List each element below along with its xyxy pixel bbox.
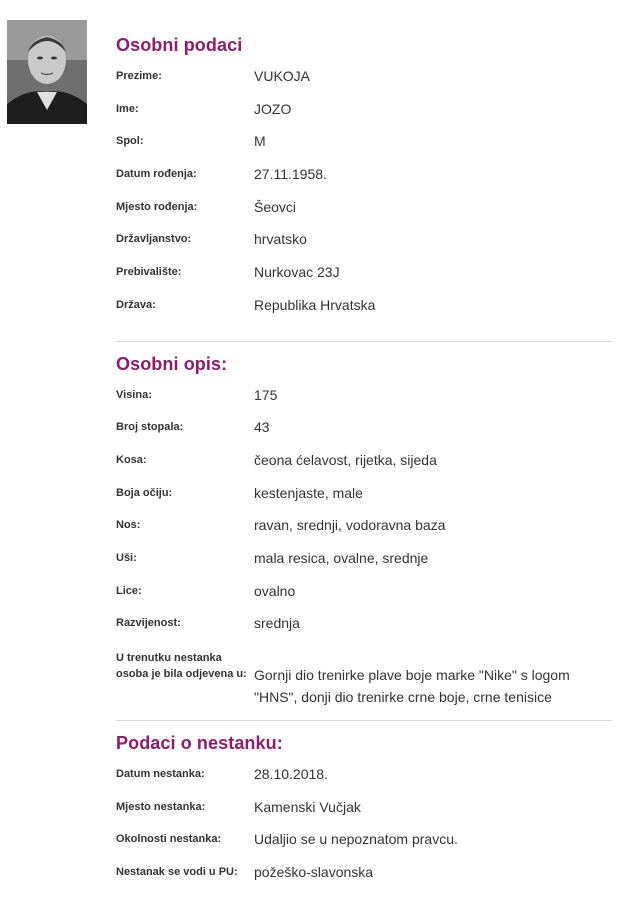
field-label: Okolnosti nestanka: [116, 833, 222, 846]
field-label: Datum rođenja: [116, 168, 197, 181]
field-row [116, 830, 612, 863]
field-row [116, 516, 612, 549]
field-label: Kosa: [116, 453, 147, 466]
field-value: hrvatsko [254, 231, 307, 248]
field-label: Spol: [116, 135, 144, 148]
field-row [116, 451, 612, 484]
section-title-disappearance: Podaci o nestanku: [116, 733, 283, 753]
field-value: Gornji dio trenirke plave boje marke "Nike" s logom "HNS", donji dio trenirke crne boje, crne tenisice [254, 667, 570, 705]
section-description [116, 353, 612, 709]
field-value: ovalno [254, 582, 296, 599]
field-value: Republika Hrvatska [254, 296, 376, 313]
field-row [116, 67, 612, 100]
field-value: čeona ćelavost, rijetka, sijeda [254, 451, 437, 468]
field-label: Mjesto rođenja: [116, 200, 198, 213]
field-row [116, 765, 612, 798]
field-row [116, 296, 612, 329]
field-row [116, 132, 612, 165]
field-label: Ime: [116, 102, 139, 115]
field-label: Nestanak se vodi u PU: [116, 866, 238, 879]
field-value: srednja [254, 615, 300, 632]
field-label: Nos: [116, 519, 141, 532]
field-row [116, 100, 612, 133]
field-row [116, 230, 612, 263]
field-row [116, 198, 612, 231]
field-row [116, 614, 612, 647]
field-value: kestenjaste, male [254, 484, 363, 501]
field-value: Nurkovac 23J [254, 264, 340, 281]
field-label: Datum nestanka: [116, 768, 205, 780]
field-value: JOZO [254, 100, 292, 117]
section-divider [116, 720, 612, 721]
field-value: 43 [254, 419, 270, 436]
field-row [116, 863, 612, 896]
person-photo-image [7, 20, 87, 124]
section-personal [116, 34, 612, 329]
field-label: Državljanstvo: [116, 233, 192, 246]
field-label: Prebivalište: [116, 266, 182, 279]
field-value: Šeovci [254, 198, 297, 215]
field-value: 28.10.2018. [254, 766, 328, 782]
person-photo [7, 20, 87, 124]
field-row [116, 582, 612, 615]
field-label: Lice: [116, 584, 142, 597]
field-row [116, 798, 612, 831]
field-value: VUKOJA [254, 68, 311, 84]
field-row [116, 386, 612, 419]
field-value: Kamenski Vučjak [254, 798, 361, 815]
field-row [116, 549, 612, 582]
field-value: ravan, srednji, vodoravna baza [254, 517, 446, 534]
missing-person-details [116, 34, 612, 896]
field-label: Država: [116, 298, 156, 311]
field-value: 175 [254, 386, 278, 403]
field-value: 27.11.1958. [254, 166, 327, 183]
field-label: Boja očiju: [116, 486, 173, 499]
field-label: Broj stopala: [116, 421, 184, 434]
field-label: Uši: [116, 551, 137, 564]
field-label: Visina: [116, 388, 152, 401]
field-label: Mjesto nestanka: [116, 800, 206, 813]
field-row [116, 165, 612, 198]
field-value: Udaljio se u nepoznatom pravcu. [254, 831, 458, 848]
field-value: požeško-slavonska [254, 864, 374, 881]
section-disappearance [116, 732, 612, 896]
field-label: U trenutku nestanka osoba je bila odjevena u: [116, 652, 247, 680]
field-value: mala resica, ovalne, srednje [254, 549, 429, 566]
field-row [116, 263, 612, 296]
field-label: Prezime: [116, 70, 162, 82]
section-title-description: Osobni opis: [116, 353, 228, 374]
field-value: M [254, 133, 266, 150]
field-row [116, 484, 612, 517]
field-label: Razvijenost: [116, 617, 181, 630]
section-title-personal: Osobni podaci [116, 35, 243, 55]
field-row [116, 418, 612, 451]
field-row-clothing [116, 647, 612, 708]
section-divider [116, 341, 612, 342]
